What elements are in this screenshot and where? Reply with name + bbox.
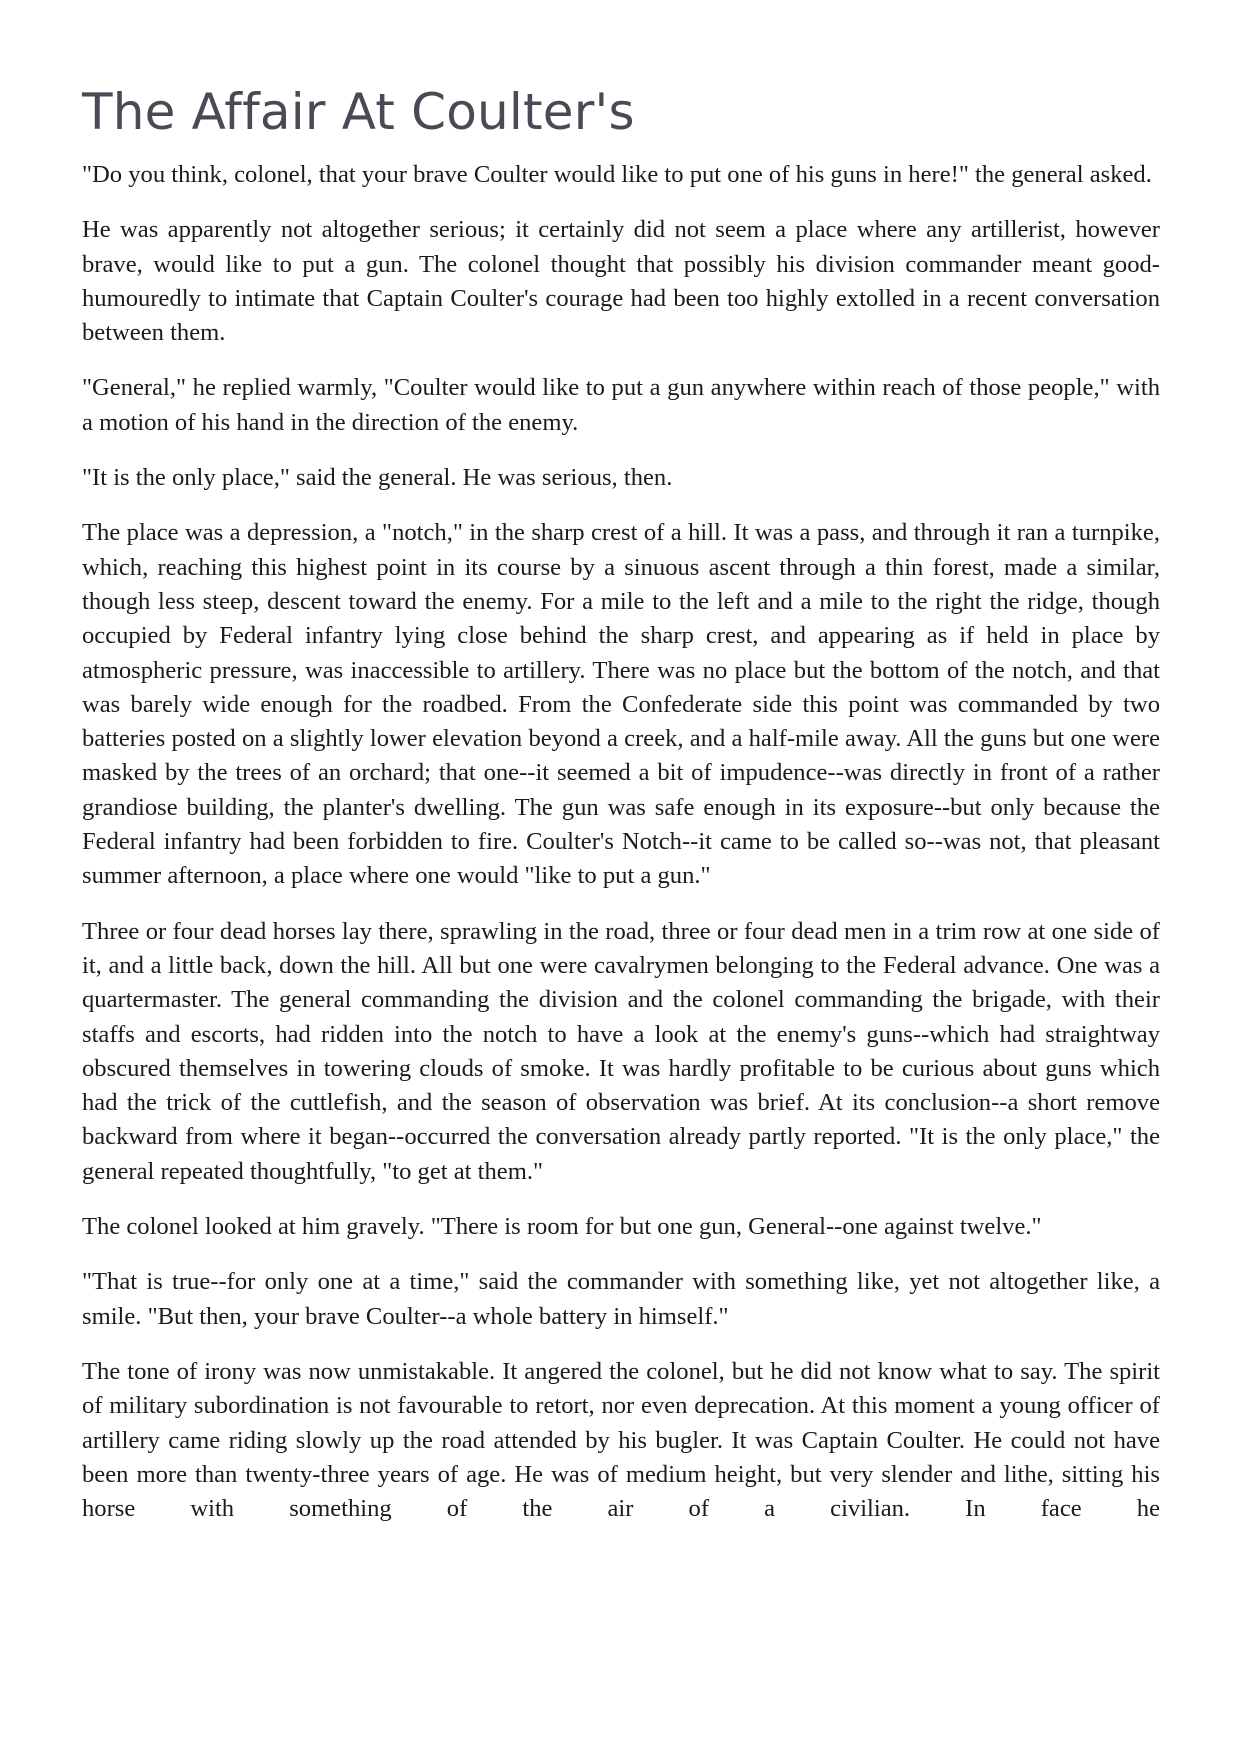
paragraph: "That is true--for only one at a time," said the commander with something like, yet not altogether like, a smile. "But then, your brave Coulter--a whole battery in himself." [82, 1268, 1160, 1330]
paragraph: Three or four dead horses lay there, sprawling in the road, three or four dead men in a trim row at one side of it, and a little back, down the hill. All but one were cavalrymen belonging to the Federal advance. One was a quartermaster. The general commanding the division and the colonel commanding the brigade, with their staffs and escorts, had ridden into the notch to have a look at the enemy's guns--which had straightway obscured themselves in towering clouds of smoke. It was hardly profitable to be curious about guns which had the trick of the cuttlefish, and the season of observation was brief. At its conclusion--a short remove backward from where it began--occurred the conversation already partly reported. "It is the only place," the general repeated thoughtfully, "to get at them." [82, 917, 1160, 1185]
paragraph: The tone of irony was now unmistakable. It angered the colonel, but he did not know what to say. The spirit of military subordination is not favourable to retort, nor even deprecation. At this moment a young officer of artillery came riding slowly up the road attended by his bugler. It was Captain Coulter. He could not have been more than twenty-three years of age. He was of medium height, but very slender and lithe, sitting his horse with something of the air of a civilian. In face he [82, 1357, 1160, 1523]
paragraph: "General," he replied warmly, "Coulter would like to put a gun anywhere within reach of those people," with a motion of his hand in the direction of the enemy. [82, 374, 1160, 436]
paragraph: "Do you think, colonel, that your brave Coulter would like to put one of his guns in here!" the general asked. [82, 161, 1152, 188]
paragraph: "It is the only place," said the general. He was serious, then. [82, 464, 673, 492]
document-page [82, 82, 1160, 1526]
paragraph: The colonel looked at him gravely. "There is room for but one gun, General--one against twelve." [82, 1213, 1042, 1241]
paragraph: He was apparently not altogether serious; it certainly did not seem a place where any artillerist, however brave, would like to put a gun. The colonel thought that possibly his division commander meant good-humouredly to intimate that Captain Coulter's courage had been too highly extolled in a recent conversation between them. [82, 216, 1160, 347]
document-title: The Affair At Coulter's [82, 83, 635, 141]
paragraph: The place was a depression, a "notch," in the sharp crest of a hill. It was a pass, and through it ran a turnpike, which, reaching this highest point in its course by a sinuous ascent through a thin forest, made a similar, though less steep, descent toward the enemy. For a mile to the left and a mile to the right the ridge, though occupied by Federal infantry lying close behind the sharp crest, and appearing as if held in place by atmospheric pressure, was inaccessible to artillery. There was no place but the bottom of the notch, and that was barely wide enough for the roadbed. From the Confederate side this point was commanded by two batteries posted on a slightly lower elevation beyond a creek, and a half-mile away. All the guns but one were masked by the trees of an orchard; that one--it seemed a bit of impudence--was directly in front of a rather grandiose building, the planter's dwelling. The gun was safe enough in its exposure--but only because the Federal infantry had been forbidden to fire. Coulter's Notch--it came to be called so--was not, that pleasant summer afternoon, a place where one would "like to put a gun." [82, 519, 1160, 890]
